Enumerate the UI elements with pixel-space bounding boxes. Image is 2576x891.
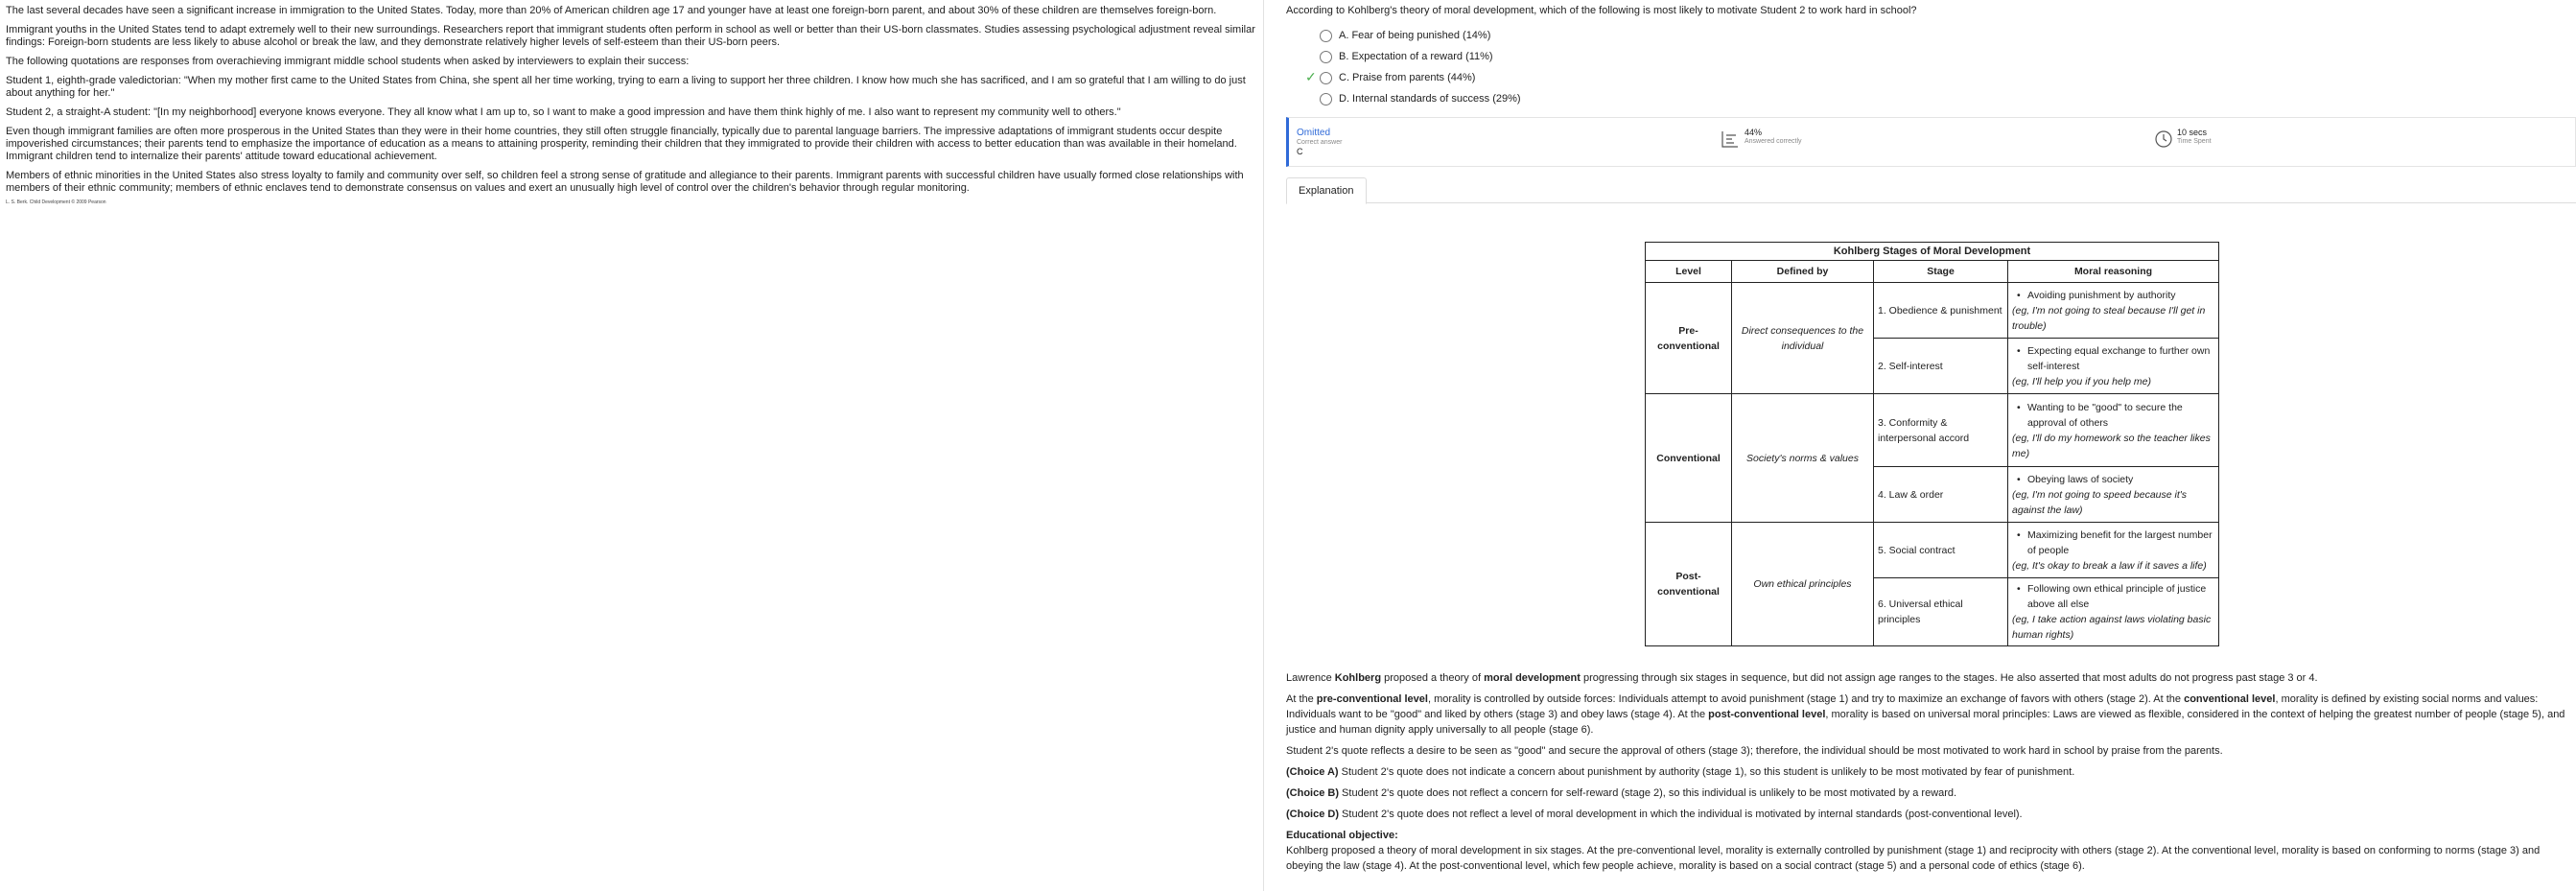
- stage-cell: 5. Social contract: [1874, 523, 2008, 578]
- reasoning-cell: [2008, 283, 2219, 339]
- choice-label: (Choice D): [1286, 809, 1339, 820]
- text-run: Lawrence: [1286, 672, 1335, 684]
- reasoning-example: (eg, I take action against laws violating basic human rights): [2012, 614, 2212, 641]
- stage-cell: 6. Universal ethical principles: [1874, 578, 2008, 646]
- passage-paragraph: The following quotations are responses from overachieving immigrant middle school students when asked by interviewers to explain their success:: [6, 56, 690, 67]
- correct-answer-label: Correct answer: [1297, 139, 1343, 146]
- explanation-paragraph: [1286, 670, 2571, 686]
- choice-b[interactable]: [1286, 46, 2576, 67]
- text-run: progressing through six stages in sequence, but did not assign age ranges to the stages. He also asserted that most adults do not progress past stage 3 or 4.: [1580, 672, 2318, 684]
- radio-button[interactable]: [1320, 72, 1332, 84]
- percent-value: 44%: [1745, 128, 1763, 137]
- answer-stats-bar: [1286, 117, 2576, 167]
- reasoning-item: • Wanting to be "good" to secure the approval of others: [2012, 400, 2214, 431]
- explanation-body: [1286, 670, 2571, 879]
- percent-label: Answered correctly: [1745, 138, 1802, 145]
- level-name: Post- conventional: [1657, 571, 1720, 598]
- stage-cell: 3. Conformity & interpersonal accord: [1874, 394, 2008, 467]
- choice-label: (Choice B): [1286, 787, 1339, 799]
- stage-cell: 1. Obedience & punishment: [1874, 283, 2008, 339]
- time-spent: [2177, 128, 2212, 146]
- reasoning-example: (eg, I'll do my homework so the teacher likes me): [2012, 432, 2211, 459]
- choice-d-explanation: [1286, 807, 2571, 822]
- bold-term: Kohlberg: [1334, 672, 1382, 684]
- clock-icon: [2154, 129, 2173, 149]
- text-run: Student 2's quote does not indicate a concern about punishment by authority (stage 1), so this student is unlikely to be most motivated by fear of punishment.: [1338, 766, 2075, 778]
- text-run: proposed a theory of: [1381, 672, 1485, 684]
- reasoning-example: (eg, I'm not going to speed because it's against the law): [2012, 488, 2188, 516]
- stage-cell: 2. Self-interest: [1874, 339, 2008, 394]
- objective-label: Educational objective:: [1286, 830, 1398, 841]
- level-name: Pre- conventional: [1657, 324, 1720, 352]
- reasoning-item: • Avoiding punishment by authority: [2012, 288, 2214, 303]
- reasoning-item: • Obeying laws of society: [2012, 472, 2214, 487]
- text-run: , morality is defined by existing social norms and values: Individuals want to be "good" and liked by others (stage 3) and obey laws (stage 4). At the: [1286, 693, 2539, 720]
- passage-paragraph: Student 2, a straight-A student: "[In my neighborhood] everyone knows everyone. They all know what I am up to, so I want to make a good impression and have them think highly of me. I also want to represent my community well to others.": [6, 106, 1121, 118]
- tab-bar: [1286, 176, 2576, 203]
- correct-answer-value: C: [1297, 147, 1303, 156]
- percent-correct: [1745, 128, 1802, 146]
- stage-cell: 4. Law & order: [1874, 467, 2008, 523]
- text-run: , morality is based on universal moral principles: Laws are viewed as flexible, considered in the context of helping the greatest number of people (stage 5), and justice and human dignity apply universally to all people (stage 6).: [1286, 709, 2565, 736]
- choice-label: (Choice A): [1286, 766, 1339, 778]
- header-stage: Stage: [1874, 261, 2008, 283]
- passage-paragraph: Immigrant youths in the United States tend to adapt extremely well to their new surroundings. Researchers report that immigrant students often perform in school as well or better than their US-born classmates. Studies assessing psychological adjustment reveal similar findings: Foreign-born students are less likely to abuse alcohol or break the law, and they demonstrate relatively higher levels of self-esteem than their US-born peers.: [6, 24, 1255, 48]
- choice-b-explanation: [1286, 785, 2571, 801]
- choice-c[interactable]: [1286, 67, 2576, 88]
- answer-status: [1297, 128, 1342, 156]
- kohlberg-table: [1645, 242, 2219, 646]
- bold-term: conventional level: [2184, 693, 2276, 705]
- bold-term: post-conventional level: [1708, 709, 1826, 720]
- educational-objective: [1286, 828, 2571, 843]
- radio-button[interactable]: [1320, 93, 1332, 106]
- reasoning-example: (eg, I'm not going to steal because I'll get in trouble): [2012, 304, 2206, 332]
- passage-paragraph: Members of ethnic minorities in the United States also stress loyalty to family and community over self, so children feel a strong sense of gratitude and allegiance to their parents. Immigrant parents with successful children have usually formed close relationships with members of their ethnic community; members of ethnic enclaves tend to demonstrate consensus on values and exert an unusually high level of control over the children's behavior through regular monitoring.: [6, 170, 1244, 194]
- reasoning-cell: [2008, 467, 2219, 523]
- passage-paragraph: Student 1, eighth-grade valedictorian: "When my mother first came to the United States from China, she spent all her time working, trying to earn a living to support her three children. I know how much she has sacrificed, and I am so grateful that I am willing to do just about anything for her.": [6, 75, 1246, 99]
- choice-label: D. Internal standards of success (29%): [1339, 93, 1521, 105]
- reasoning-example: (eg, I'll help you if you help me): [2012, 375, 2151, 387]
- explanation-paragraph: Student 2's quote reflects a desire to be seen as "good" and secure the approval of others (stage 3); therefore, the individual should be most motivated to work hard in school by praise from the parents.: [1286, 745, 2223, 757]
- status-text: Omitted: [1297, 128, 1331, 138]
- bold-term: moral development: [1484, 672, 1581, 684]
- defined-by-cell: Own ethical principles: [1732, 523, 1874, 646]
- text-run: At the: [1286, 693, 1317, 705]
- passage-paragraph: The last several decades have seen a significant increase in immigration to the United States. Today, more than 20% of American children age 17 and younger have at least one foreign-born parent, and about 30% of these children are themselves foreign-born.: [6, 5, 1217, 16]
- tab-explanation[interactable]: Explanation: [1286, 177, 1367, 204]
- level-cell: [1646, 523, 1732, 646]
- radio-button[interactable]: [1320, 51, 1332, 63]
- explanation-paragraph: [1286, 692, 2571, 738]
- time-value: 10 secs: [2177, 128, 2208, 137]
- checkmark-icon: ✓: [1305, 69, 1317, 84]
- passage-pane: [0, 0, 1264, 891]
- choice-label: B. Expectation of a reward (11%): [1339, 51, 1493, 62]
- table-caption: Kohlberg Stages of Moral Development: [1645, 242, 2219, 260]
- passage-source: L. S. Berk. Child Development © 2009 Pearson: [6, 199, 106, 205]
- bar-chart-icon: [1721, 129, 1740, 149]
- reasoning-example: (eg, It's okay to break a law if it saves a life): [2012, 559, 2207, 572]
- defined-by-cell: Direct consequences to the individual: [1732, 283, 1874, 394]
- reasoning-cell: [2008, 339, 2219, 394]
- objective-text: Kohlberg proposed a theory of moral development in six stages. At the pre-conventional level, morality is externally controlled by punishment (stage 1) and reciprocity with others (stage 2). At the conventional level, morality is based on conforming to norms (stage 3) and obeying the law (stage 4). At the post-conventional level, which few people achieve, morality is based on a social contract (stage 5) and a personal code of ethics (stage 6).: [1286, 845, 2541, 872]
- reasoning-item: • Following own ethical principle of justice above all else: [2012, 581, 2214, 612]
- defined-by-cell: Society's norms & values: [1732, 394, 1874, 523]
- choice-a[interactable]: [1286, 25, 2576, 46]
- bold-term: pre-conventional level: [1316, 693, 1428, 705]
- level-name: Conventional: [1656, 452, 1721, 464]
- reasoning-cell: [2008, 523, 2219, 578]
- radio-button[interactable]: [1320, 30, 1332, 42]
- question-stem: According to Kohlberg's theory of moral development, which of the following is most likely to motivate Student 2 to work hard in school?: [1286, 5, 1917, 16]
- choice-d[interactable]: [1286, 88, 2576, 109]
- header-defined-by: Defined by: [1732, 261, 1874, 283]
- text-run: Student 2's quote does not reflect a level of moral development in which the individual is motivated by internal standards (post-conventional level).: [1339, 809, 2023, 820]
- reasoning-item: • Expecting equal exchange to further own self-interest: [2012, 343, 2214, 374]
- choice-label: A. Fear of being punished (14%): [1339, 30, 1491, 41]
- choice-label: C. Praise from parents (44%): [1339, 72, 1476, 83]
- time-label: Time Spent: [2177, 138, 2212, 145]
- reasoning-cell: [2008, 394, 2219, 467]
- level-cell: [1646, 283, 1732, 394]
- reasoning-item: • Maximizing benefit for the largest number of people: [2012, 528, 2214, 558]
- reasoning-cell: [2008, 578, 2219, 646]
- passage-paragraph: Even though immigrant families are often more prosperous in the United States than they were in their home countries, they still often struggle financially, typically due to parental language barriers. The impressive adaptations of immigrant students occur despite impoverished circumstances; their parents tend to emphasize the importance of education as a means to attaining prosperity, reminding their children that they immigrated to provide their children with access to better education than was available in their homeland. Immigrant children tend to internalize their parents' attitude toward educational achievement.: [6, 126, 1237, 162]
- text-run: , morality is controlled by outside forces: Individuals attempt to avoid punishment (stage 1) and try to maximize an exchange of favors with others (stage 2). At the: [1427, 693, 2185, 705]
- header-moral-reasoning: Moral reasoning: [2008, 261, 2219, 283]
- choice-a-explanation: [1286, 764, 2571, 780]
- text-run: Student 2's quote does not reflect a concern for self-reward (stage 2), so this individual is unlikely to be most motivated by a reward.: [1339, 787, 1957, 799]
- level-cell: [1646, 394, 1732, 523]
- header-level: Level: [1646, 261, 1732, 283]
